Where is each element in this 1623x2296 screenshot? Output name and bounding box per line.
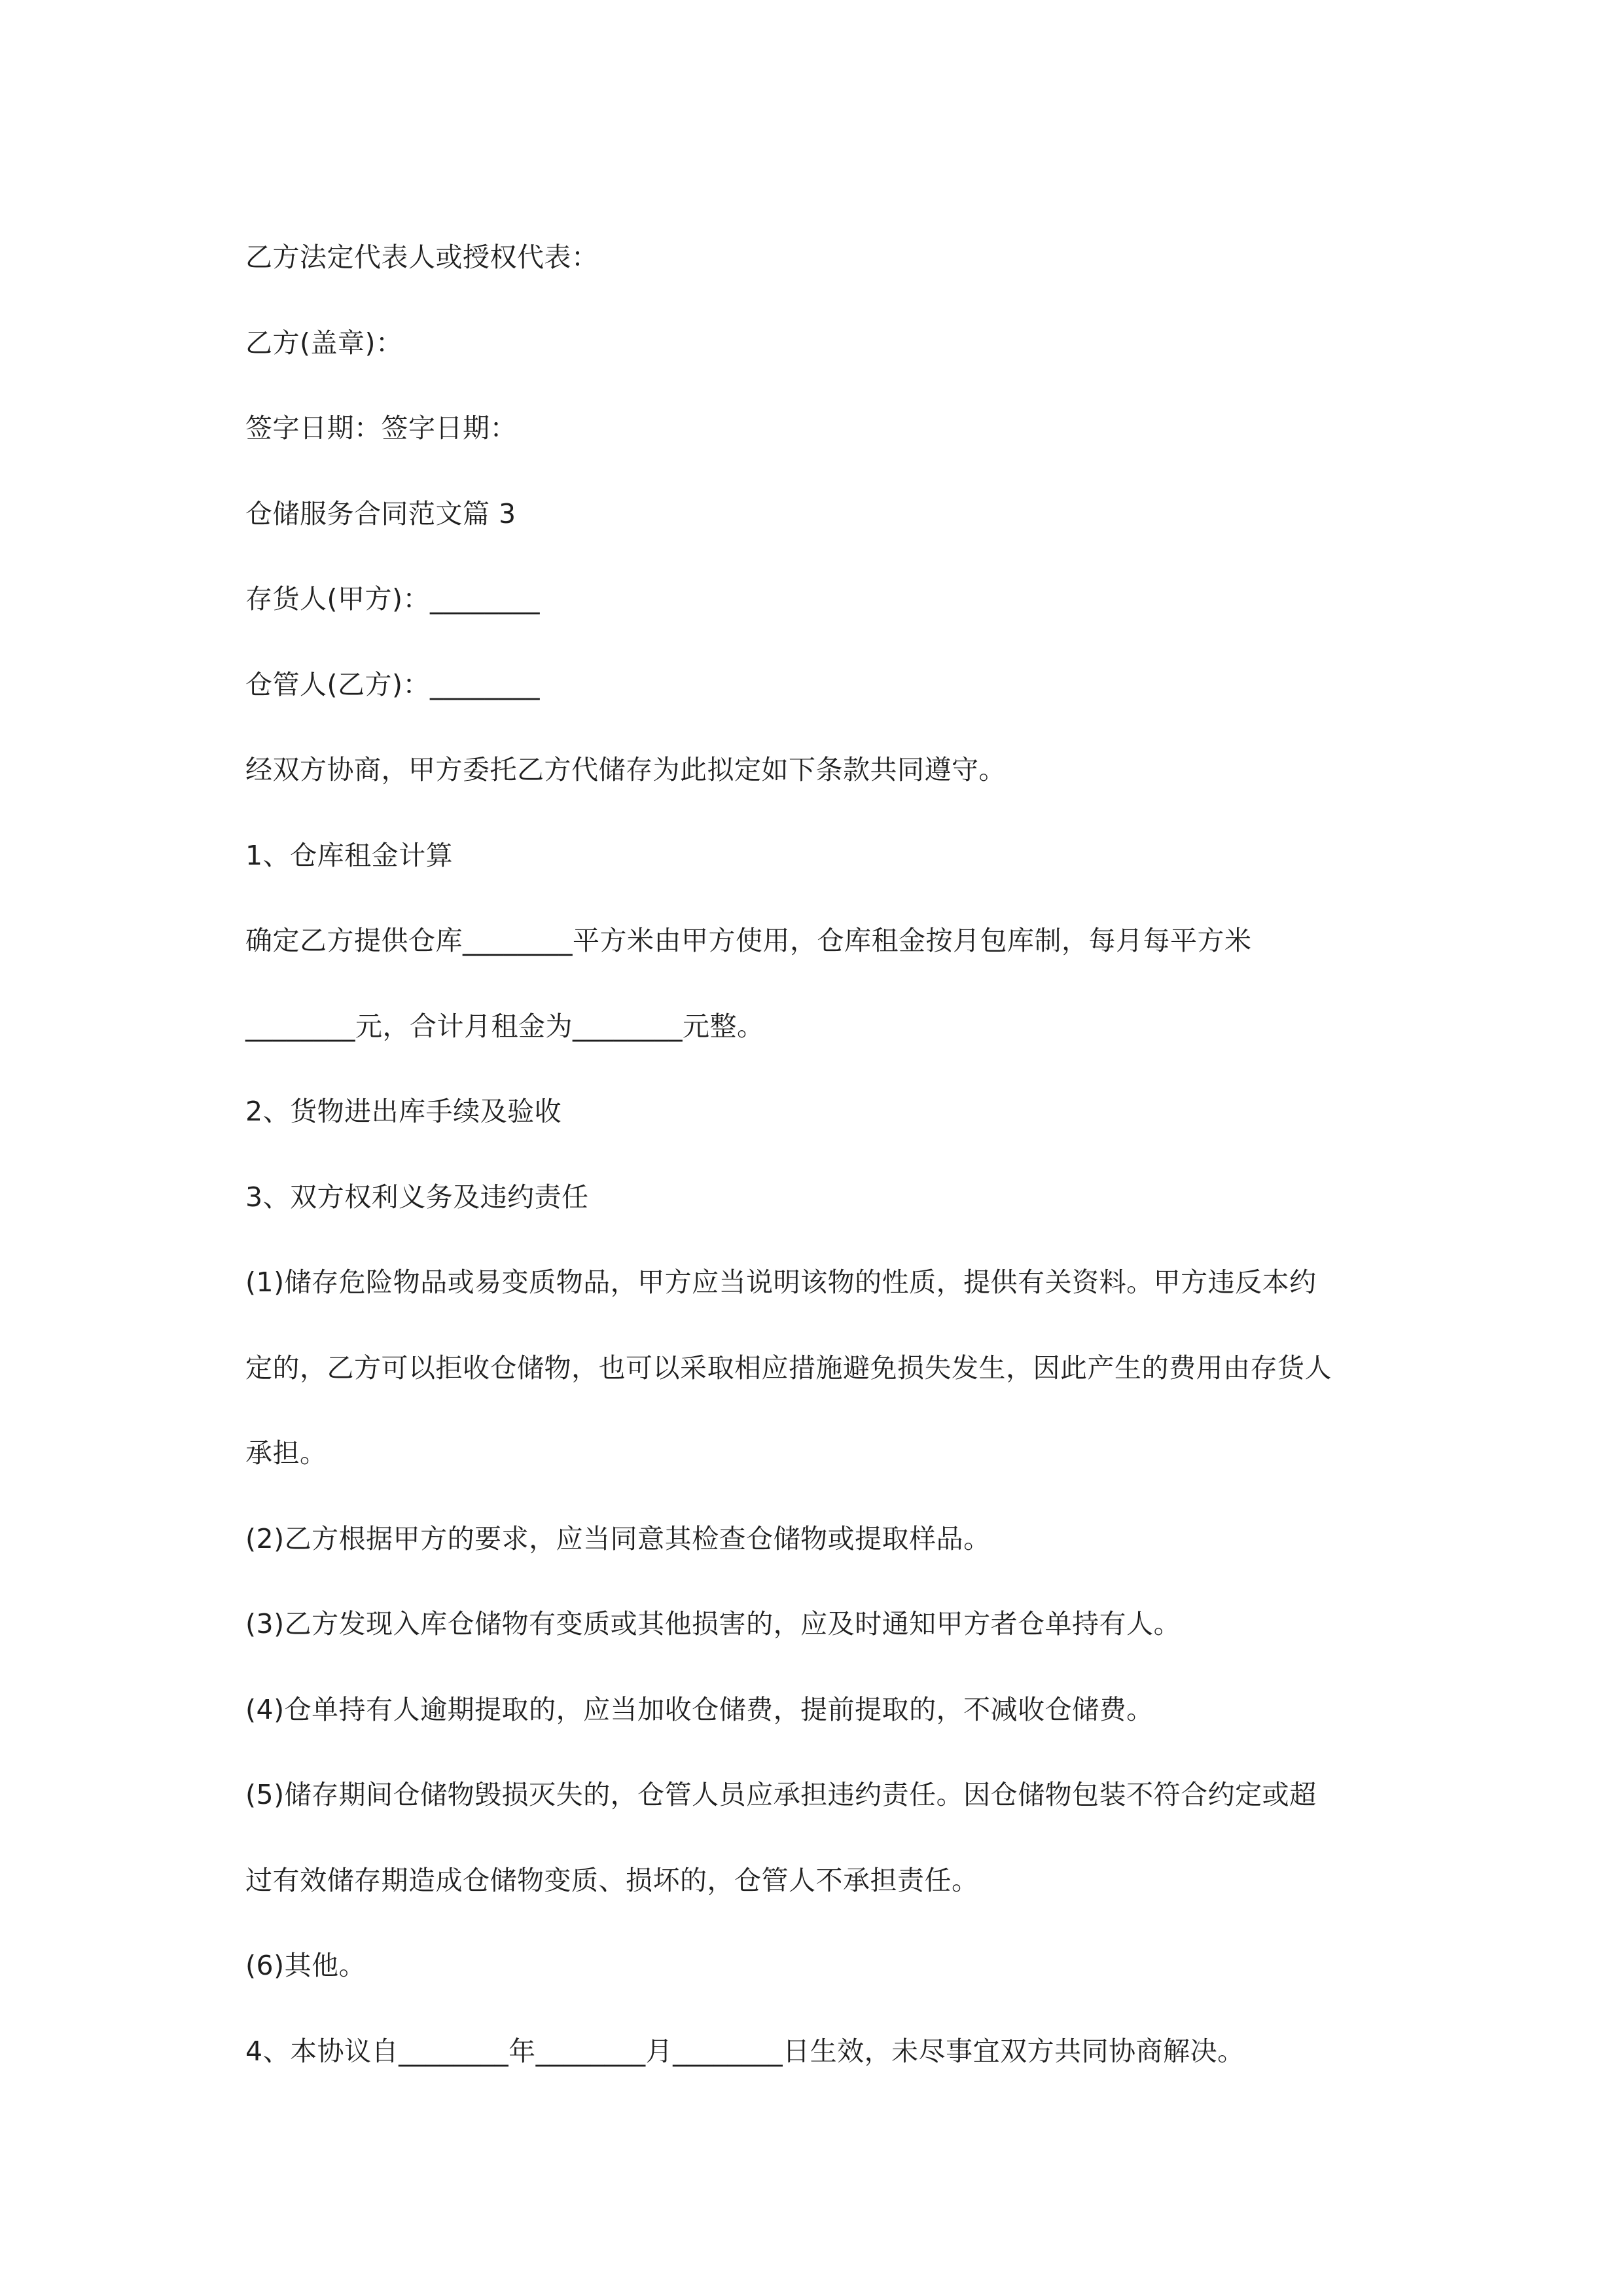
clause-4-text: 4、本协议自________年________月________日生效，未尽事宜双方共同协商解决。 [245,2035,1245,2067]
clause-3-item-6: (6)其他。 [245,1950,366,1981]
section-title: 仓储服务合同范文篇 3 [245,497,516,529]
clause-3-item-5-line-1: (5)储存期间仓储物毁损灭失的，仓管人员应承担违约责任。因仓储物包装不符合约定或超 [245,1779,1317,1810]
clause-3-item-1-line-1: (1)储存危险物品或易变质物品，甲方应当说明该物的性质，提供有关资料。甲方违反本约 [245,1266,1317,1298]
clause-1-text-line-1: 确定乙方提供仓库________平方米由甲方使用，仓库租金按月包库制，每月每平方米 [245,925,1252,956]
clause-3-item-3: (3)乙方发现入库仓储物有变质或其他损害的，应及时通知甲方者仓单持有人。 [245,1608,1181,1640]
clause-3-item-1-line-3: 承担。 [245,1437,327,1469]
document-body [245,215,1384,2094]
warehouse-keeper-party-b-line: 仓管人(乙方)：________ [245,668,540,700]
clause-1-text-line-2: ________元，合计月租金为________元整。 [245,1010,764,1042]
depositor-party-a-line: 存货人(甲方)：________ [245,583,540,615]
clause-3-item-1-line-2: 定的，乙方可以拒收仓储物，也可以采取相应措施避免损失发生，因此产生的费用由存货人 [245,1352,1332,1384]
clause-3-heading: 3、双方权利义务及违约责任 [245,1181,589,1213]
signature-date-label: 签字日期：签字日期： [245,412,517,444]
clause-1-heading: 1、仓库租金计算 [245,839,454,871]
clause-3-item-5-line-2: 过有效储存期造成仓储物变质、损坏的，仓管人不承担责任。 [245,1864,979,1896]
clause-3-item-4: (4)仓单持有人逾期提取的，应当加收仓储费，提前提取的，不减收仓储费。 [245,1693,1154,1725]
clause-2-heading: 2、货物进出库手续及验收 [245,1096,562,1127]
party-b-representative-label: 乙方法定代表人或授权代表： [245,242,599,273]
party-b-seal-label: 乙方(盖章)： [245,327,403,359]
preamble-paragraph: 经双方协商，甲方委托乙方代储存为此拟定如下条款共同遵守。 [245,754,1006,785]
clause-3-item-2: (2)乙方根据甲方的要求，应当同意其检查仓储物或提取样品。 [245,1522,991,1554]
